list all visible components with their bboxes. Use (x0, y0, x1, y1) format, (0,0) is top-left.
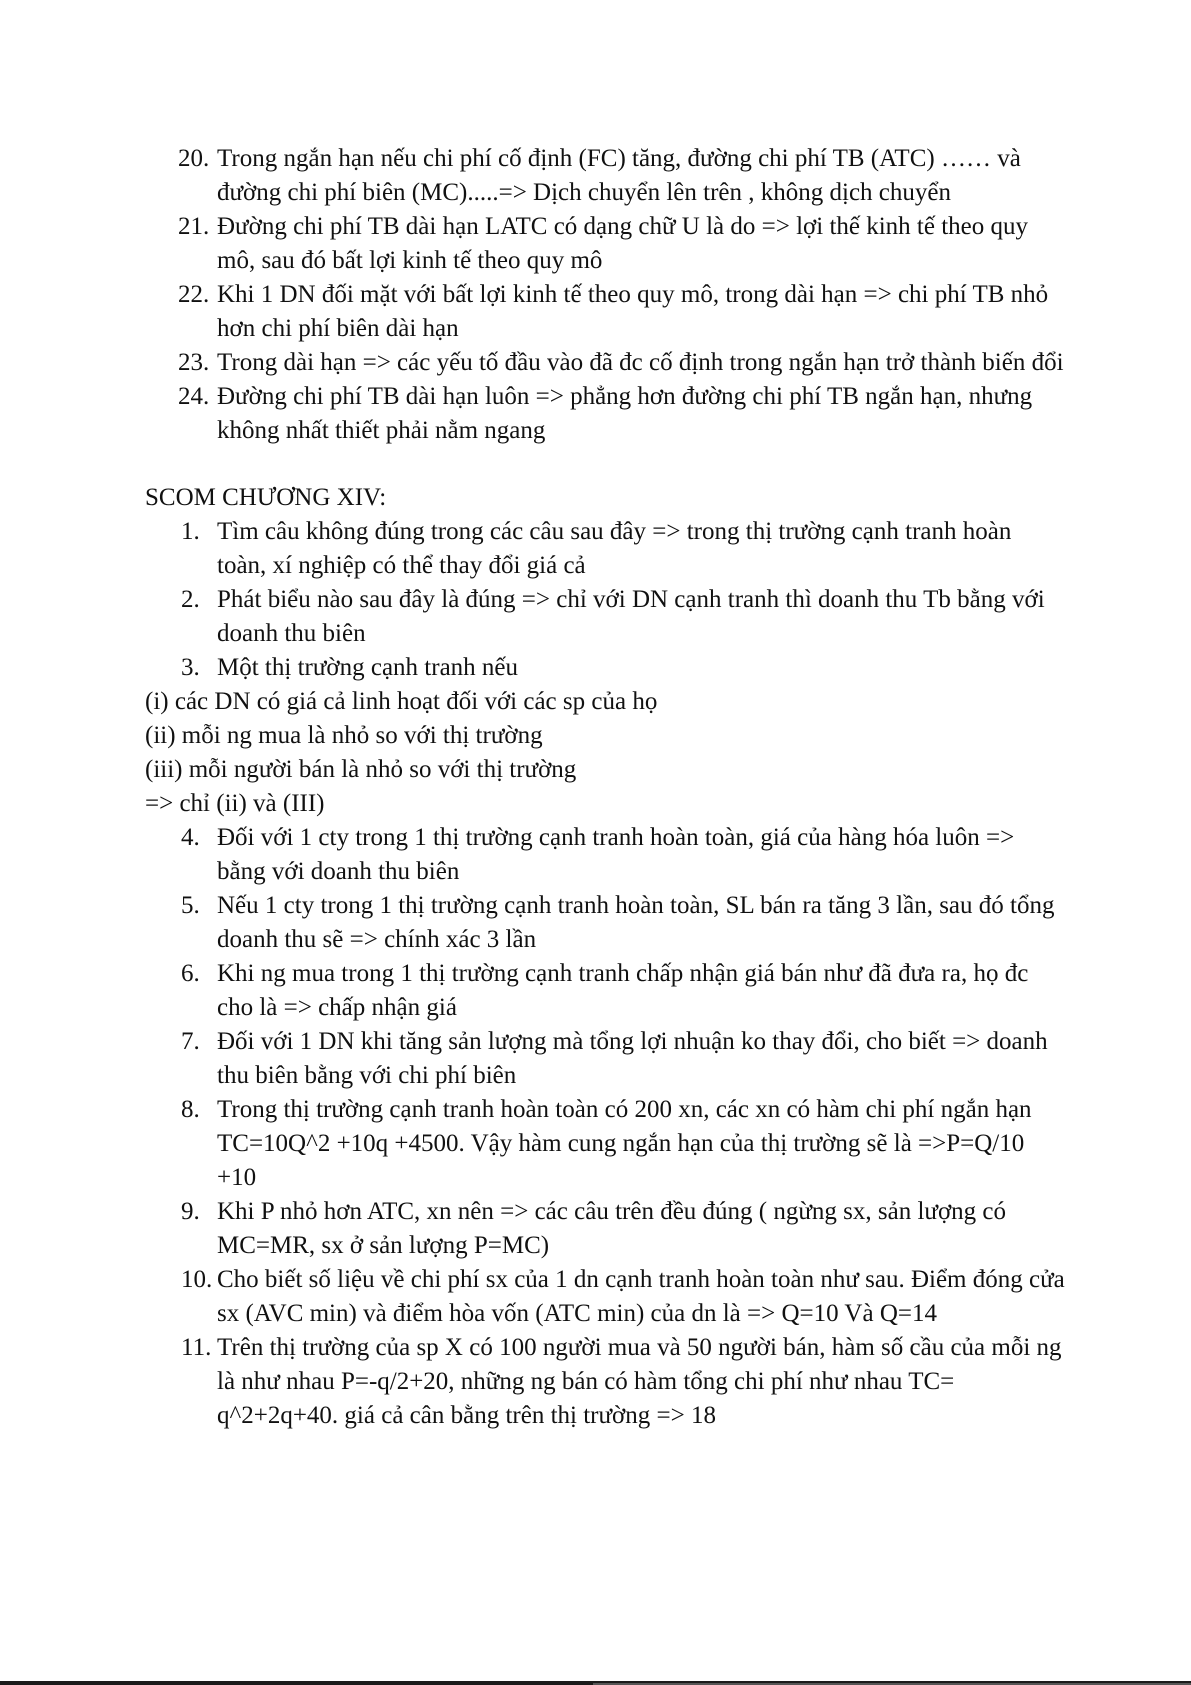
item-number: 1. (181, 518, 200, 545)
plain-lines (145, 685, 1065, 821)
item-text: Trong ngắn hạn nếu chi phí cố định (FC) tăng, đường chi phí TB (ATC) …… và đường chi phí biên (MC).....=> Dịch chuyển lên trên , không dịch chuyển (217, 145, 1021, 206)
item-number: 5. (181, 892, 200, 919)
list-item (145, 346, 1065, 380)
item-text: Tìm câu không đúng trong các câu sau đây => trong thị trường cạnh tranh hoàn toàn, xí nghiệp có thể thay đổi giá cả (217, 518, 1012, 579)
list-item (145, 210, 1065, 278)
item-number: 4. (181, 824, 200, 851)
item-text: Đường chi phí TB dài hạn luôn => phẳng hơn đường chi phí TB ngắn hạn, nhưng không nhất thiết phải nằm ngang (217, 383, 1033, 444)
list-item (145, 1025, 1065, 1093)
item-text: Trong dài hạn => các yếu tố đầu vào đã đc cố định trong ngắn hạn trở thành biến đổi (217, 349, 1064, 376)
item-number: 2. (181, 586, 200, 613)
list-item (145, 515, 1065, 583)
list-item (145, 651, 1065, 685)
plain-line: (iii) mỗi người bán là nhỏ so với thị trường (145, 756, 577, 783)
list-item (145, 957, 1065, 1025)
item-number: 20. (178, 145, 210, 172)
plain-line: => chỉ (ii) và (III) (145, 790, 325, 817)
item-text: Khi P nhỏ hơn ATC, xn nên => các câu trên đều đúng ( ngừng sx, sản lượng có MC=MR, sx ở sản lượng P=MC) (217, 1198, 1007, 1259)
list-item (145, 583, 1065, 651)
item-text: Phát biểu nào sau đây là đúng => chỉ với DN cạnh tranh thì doanh thu Tb bằng với doanh thu biên (217, 586, 1045, 647)
item-number: 24. (178, 383, 210, 410)
section2-list-a (145, 515, 1065, 685)
item-text: Đối với 1 cty trong 1 thị trường cạnh tranh hoàn toàn, giá của hàng hóa luôn => bằng với doanh thu biên (217, 824, 1015, 885)
list-item (145, 278, 1065, 346)
list-item (145, 380, 1065, 448)
item-text: Cho biết số liệu về chi phí sx của 1 dn cạnh tranh hoàn toàn như sau. Điểm đóng cửa sx (AVC min) và điểm hòa vốn (ATC min) của dn là => Q=10 Và Q=14 (217, 1266, 1065, 1327)
list-item (145, 1263, 1065, 1331)
section1-list (145, 142, 1065, 448)
item-text: Trên thị trường của sp X có 100 người mua và 50 người bán, hàm số cầu của mỗi ng là như nhau P=-q/2+20, những ng bán có hàm tổng chi phí như nhau TC= q^2+2q+40. giá cả cân bằng trên thị trường => 18 (217, 1334, 1062, 1429)
item-number: 22. (178, 281, 210, 308)
item-text: Khi 1 DN đối mặt với bất lợi kinh tế theo quy mô, trong dài hạn => chi phí TB nhỏ hơn chi phí biên dài hạn (217, 281, 1049, 342)
bottom-rule (0, 1681, 1191, 1685)
section-heading: SCOM CHƯƠNG XIV: (145, 484, 387, 511)
item-text: Trong thị trường cạnh tranh hoàn toàn có 200 xn, các xn có hàm chi phí ngắn hạn TC=10Q^2 +10q +4500. Vậy hàm cung ngắn hạn của thị trường sẽ là =>P=Q/10 +10 (217, 1096, 1032, 1191)
item-number: 11. (181, 1334, 212, 1361)
list-item (145, 889, 1065, 957)
plain-line: (ii) mỗi ng mua là nhỏ so với thị trường (145, 722, 543, 749)
section2-list-b (145, 821, 1065, 1433)
item-text: Khi ng mua trong 1 thị trường cạnh tranh chấp nhận giá bán như đã đưa ra, họ đc cho là => chấp nhận giá (217, 960, 1029, 1021)
item-number: 9. (181, 1198, 200, 1225)
item-text: Đường chi phí TB dài hạn LATC có dạng chữ U là do => lợi thế kinh tế theo quy mô, sau đó bất lợi kinh tế theo quy mô (217, 213, 1029, 274)
item-number: 6. (181, 960, 200, 987)
list-item (145, 1093, 1065, 1195)
item-number: 7. (181, 1028, 200, 1055)
item-text: Nếu 1 cty trong 1 thị trường cạnh tranh hoàn toàn, SL bán ra tăng 3 lần, sau đó tổng doanh thu sẽ => chính xác 3 lần (217, 892, 1055, 953)
item-text: Đối với 1 DN khi tăng sản lượng mà tổng lợi nhuận ko thay đổi, cho biết => doanh thu biên bằng với chi phí biên (217, 1028, 1048, 1089)
item-number: 10. (181, 1266, 213, 1293)
item-number: 3. (181, 654, 200, 681)
item-number: 21. (178, 213, 210, 240)
item-text: Một thị trường cạnh tranh nếu (217, 654, 519, 681)
page-content (145, 142, 1065, 1433)
item-number: 8. (181, 1096, 200, 1123)
list-item (145, 1331, 1065, 1433)
list-item (145, 142, 1065, 210)
item-number: 23. (178, 349, 210, 376)
plain-line: (i) các DN có giá cả linh hoạt đối với các sp của họ (145, 688, 658, 715)
list-item (145, 821, 1065, 889)
list-item (145, 1195, 1065, 1263)
